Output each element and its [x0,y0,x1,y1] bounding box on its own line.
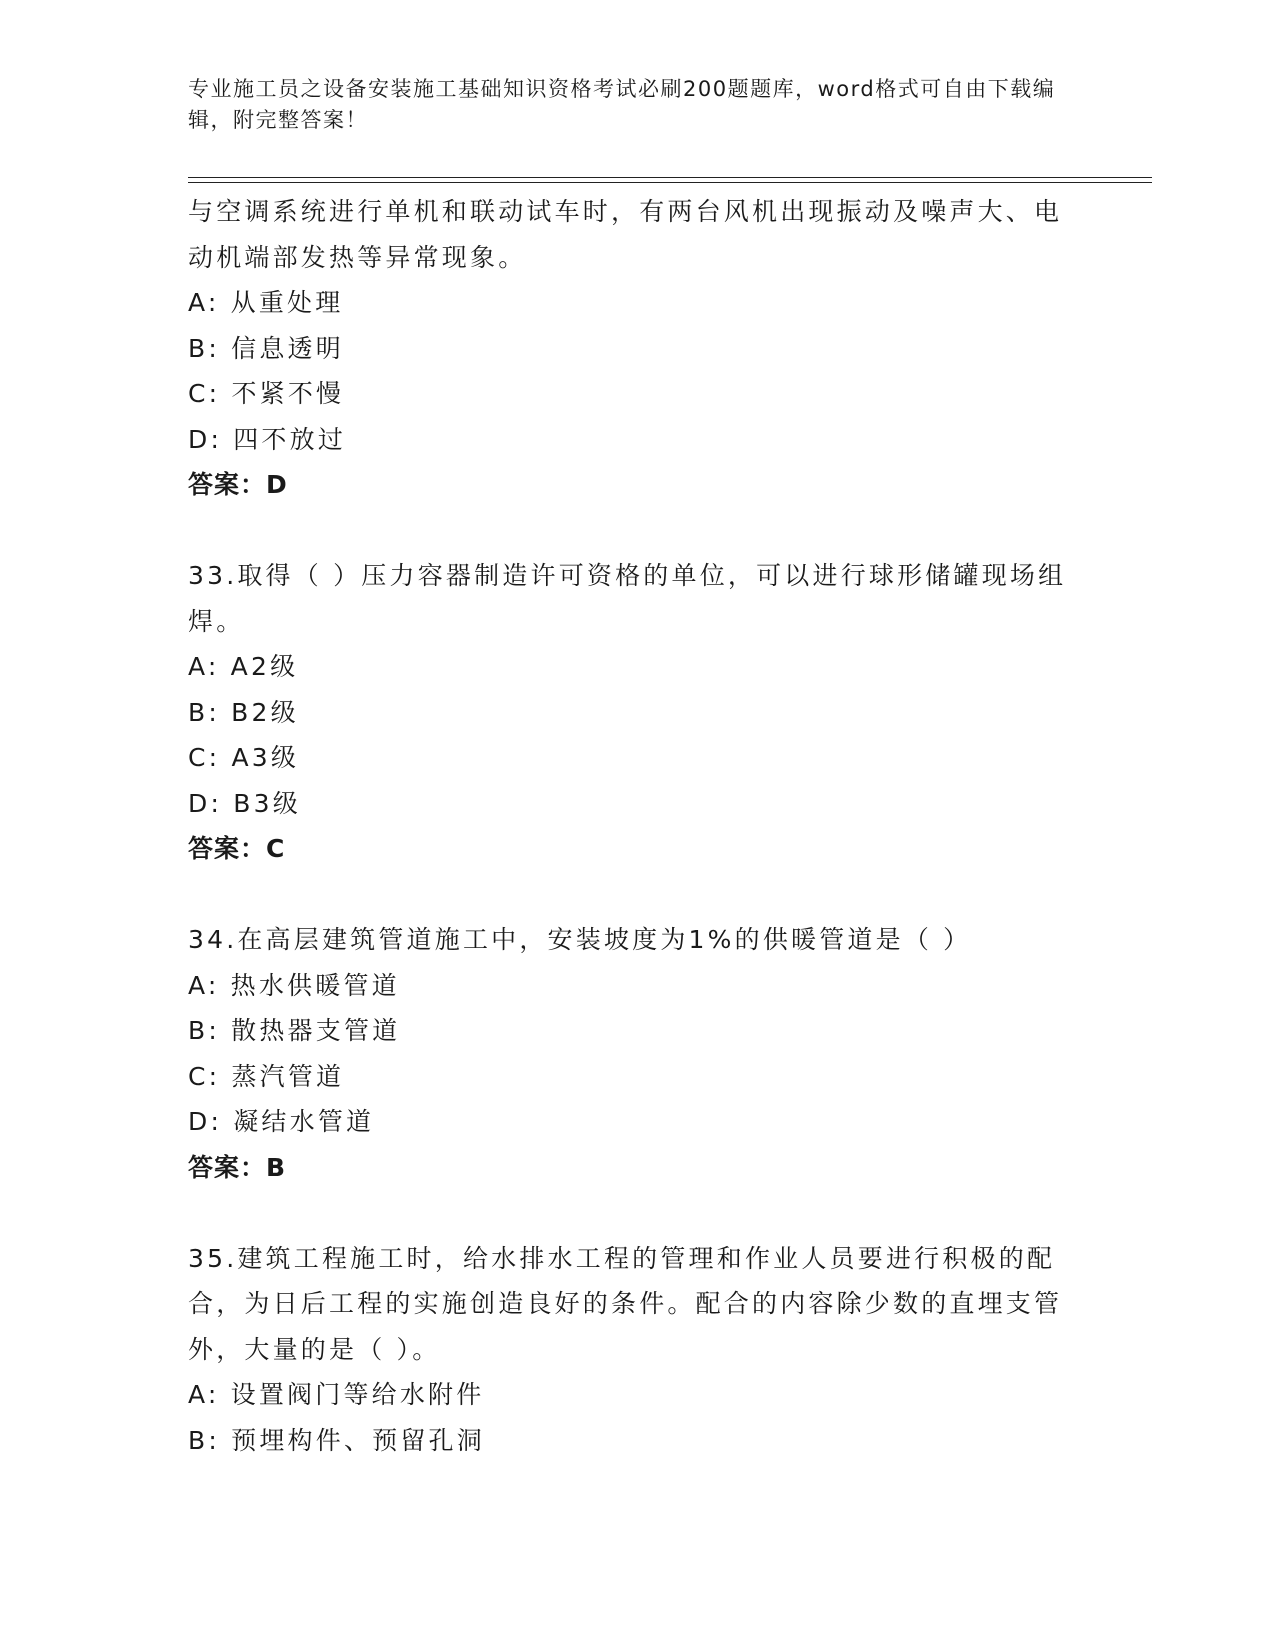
option-text: A3级 [231,743,300,772]
option-label: A: [188,288,220,317]
option-b [188,326,1088,372]
option-label: B: [188,1425,220,1455]
option-c [188,1054,1088,1100]
answer: 答案：B [188,1152,287,1182]
option-c [188,371,1088,417]
question-stem: 34.在高层建筑管道施工中，安装坡度为1%的供暖管道是（ ） [188,925,972,954]
option-b [188,1418,1088,1464]
option-text: A2级 [230,652,299,681]
option-text: 从重处理 [230,288,344,317]
question-content [188,189,1088,1463]
option-a [188,644,1088,690]
header-divider-top [188,177,1152,178]
question-stem: 与空调系统进行单机和联动试车时，有两台风机出现振动及噪声大、电动机端部发热等异常现象。 [188,197,1063,272]
page-header [188,74,1068,136]
option-label: D: [188,788,223,818]
option-text: 蒸汽管道 [231,1061,345,1091]
option-d [188,417,1088,463]
option-text: 四不放过 [233,424,347,454]
answer: 答案：D [188,470,288,499]
question-35 [188,1236,1088,1464]
option-text: 信息透明 [231,333,344,363]
option-label: B: [188,333,220,363]
option-label: B: [188,1016,220,1045]
option-b [188,690,1088,736]
option-text: B2级 [231,697,299,727]
option-label: B: [188,697,220,727]
option-text: 散热器支管道 [231,1016,401,1045]
spacer [188,1190,1088,1236]
spacer [188,872,1088,918]
option-label: C: [188,743,221,772]
question-continued [188,189,1088,508]
option-text: 凝结水管道 [233,1107,375,1136]
option-label: D: [188,424,223,454]
option-text: 设置阀门等给水附件 [230,1380,485,1409]
option-label: A: [188,652,220,681]
option-a [188,963,1088,1009]
option-label: A: [188,1380,220,1409]
option-label: D: [188,1107,223,1136]
option-label: C: [188,1061,221,1091]
option-b [188,1008,1088,1054]
question-stem: 33.取得（ ）压力容器制造许可资格的单位，可以进行球形储罐现场组焊。 [188,561,1067,636]
option-label: C: [188,379,221,408]
answer: 答案：C [188,834,286,863]
option-text: B3级 [233,788,301,818]
option-d [188,781,1088,827]
option-a [188,280,1088,326]
question-33 [188,553,1088,872]
option-text: 预埋构件、预留孔洞 [231,1425,485,1455]
option-d [188,1099,1088,1145]
question-34 [188,917,1088,1190]
spacer [188,508,1088,554]
option-text: 热水供暖管道 [230,970,400,1000]
header-text: 专业施工员之设备安装施工基础知识资格考试必刷200题题库，word格式可自由下载编辑，附完整答案！ [188,77,1056,132]
option-text: 不紧不慢 [231,379,345,408]
header-divider-bottom [188,182,1152,183]
question-stem: 35.建筑工程施工时，给水排水工程的管理和作业人员要进行积极的配合，为日后工程的实施创造良好的条件。配合的内容除少数的直埋支管外，大量的是（ ）。 [188,1243,1063,1364]
option-c [188,735,1088,781]
option-label: A: [188,970,220,1000]
option-a [188,1372,1088,1418]
